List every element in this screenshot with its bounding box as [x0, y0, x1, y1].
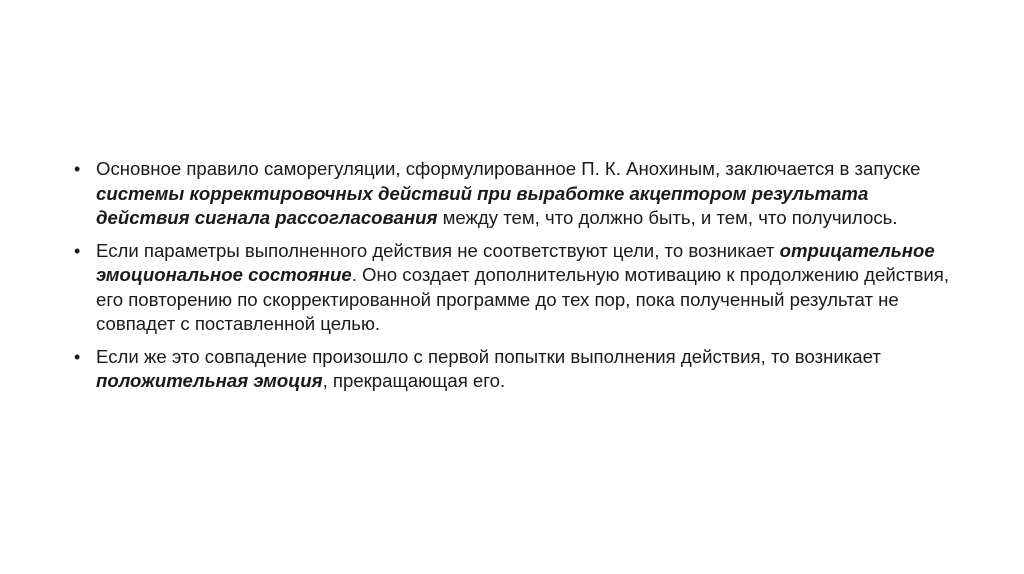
bullet-item-3 — [74, 345, 954, 394]
bullet-text: . Оно создает дополнительную мотивацию к продолжению действия, его повторению по скорректированной программе до тех пор, пока полученный результат не совпадет с поставленной целью. — [96, 264, 950, 334]
bullet-list — [74, 157, 954, 402]
bullet-icon: • — [74, 346, 81, 367]
bullet-text: , прекращающая его. — [322, 370, 506, 391]
bullet-item-2 — [74, 239, 954, 337]
bullet-emphasis: отрицательное эмоциональное состояние — [96, 239, 935, 285]
bullet-text: Если параметры выполненного действия не соответствуют цели, то возникает — [96, 239, 780, 261]
bullet-emphasis: положительная эмоция — [96, 370, 323, 391]
bullet-icon: • — [74, 240, 81, 261]
bullet-icon: • — [74, 159, 81, 179]
bullet-emphasis: системы корректировочных действий при выработке акцептором результата действия сигнала рассогласования — [96, 182, 869, 228]
bullet-item-1 — [74, 157, 954, 231]
bullet-text: между тем, что должно быть, и тем, что получилось. — [437, 207, 898, 228]
bullet-text: Если же это совпадение произошло с первой попытки выполнения действия, то возникает — [96, 345, 881, 367]
bullet-text: Основное правило саморегуляции, сформулированное П. К. Анохиным, заключается в запуске — [96, 158, 921, 179]
